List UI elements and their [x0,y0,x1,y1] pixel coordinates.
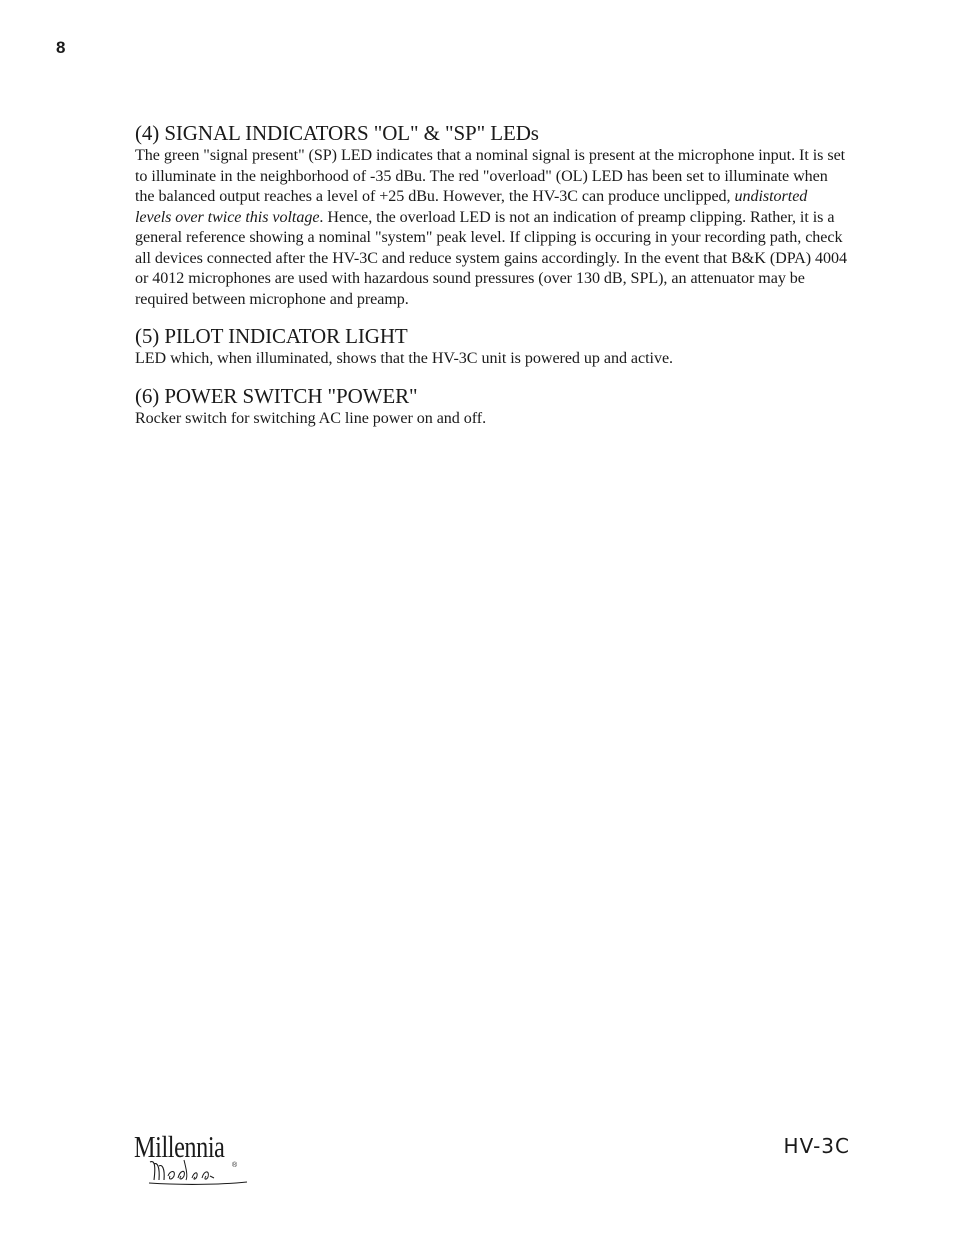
section-signal-indicators [135,120,847,310]
section-paragraph: LED which, when illuminated, shows that the HV-3C unit is powered up and active. [135,350,674,367]
registered-mark: ® [232,1162,238,1169]
document-body [135,120,847,442]
section-heading: (4) SIGNAL INDICATORS "OL" & "SP" LEDs [135,121,539,145]
section-pilot-indicator [135,323,847,370]
section-heading: (6) POWER SWITCH "POWER" [135,383,418,408]
logo-wordmark: Millennia [134,1129,225,1164]
section-paragraph: Rocker switch for switching AC line power on and off. [135,409,487,427]
paragraph-text: . Hence, the overload LED is not an indication of preamp clipping. Rather, it is a general reference showing a nominal "system" peak level. If clipping is occuring in your recording path, check all devices connected after the HV-3C and reduce system gains accordingly. In the event that B&K (DPA) 4004 or 4012 microphones are used with hazardous sound pressures (over 130 dB, SPL), an attenuator may be required between microphone and preamp. [135,208,847,308]
section-heading: (5) PILOT INDICATOR LIGHT [135,324,408,348]
paragraph-text: The green "signal present" (SP) LED indicates that a nominal signal is present at the microphone input. It is set to illuminate in the neighborhood of -35 dBu. The red "overload" (OL) LED has been set to illuminate when the balanced output reaches a level of +25 dBu. However, the HV-3C can produce unclipped, [135,147,846,205]
model-name: HV-3C [783,1134,850,1158]
logo-script-media [148,1156,248,1186]
page-number: 8 [56,38,66,57]
section-power-switch [135,383,847,430]
millennia-media-logo [134,1130,249,1188]
section-paragraph [135,146,847,310]
paragraph-emphasis: undistorted levels over twice this voltage [135,188,808,226]
